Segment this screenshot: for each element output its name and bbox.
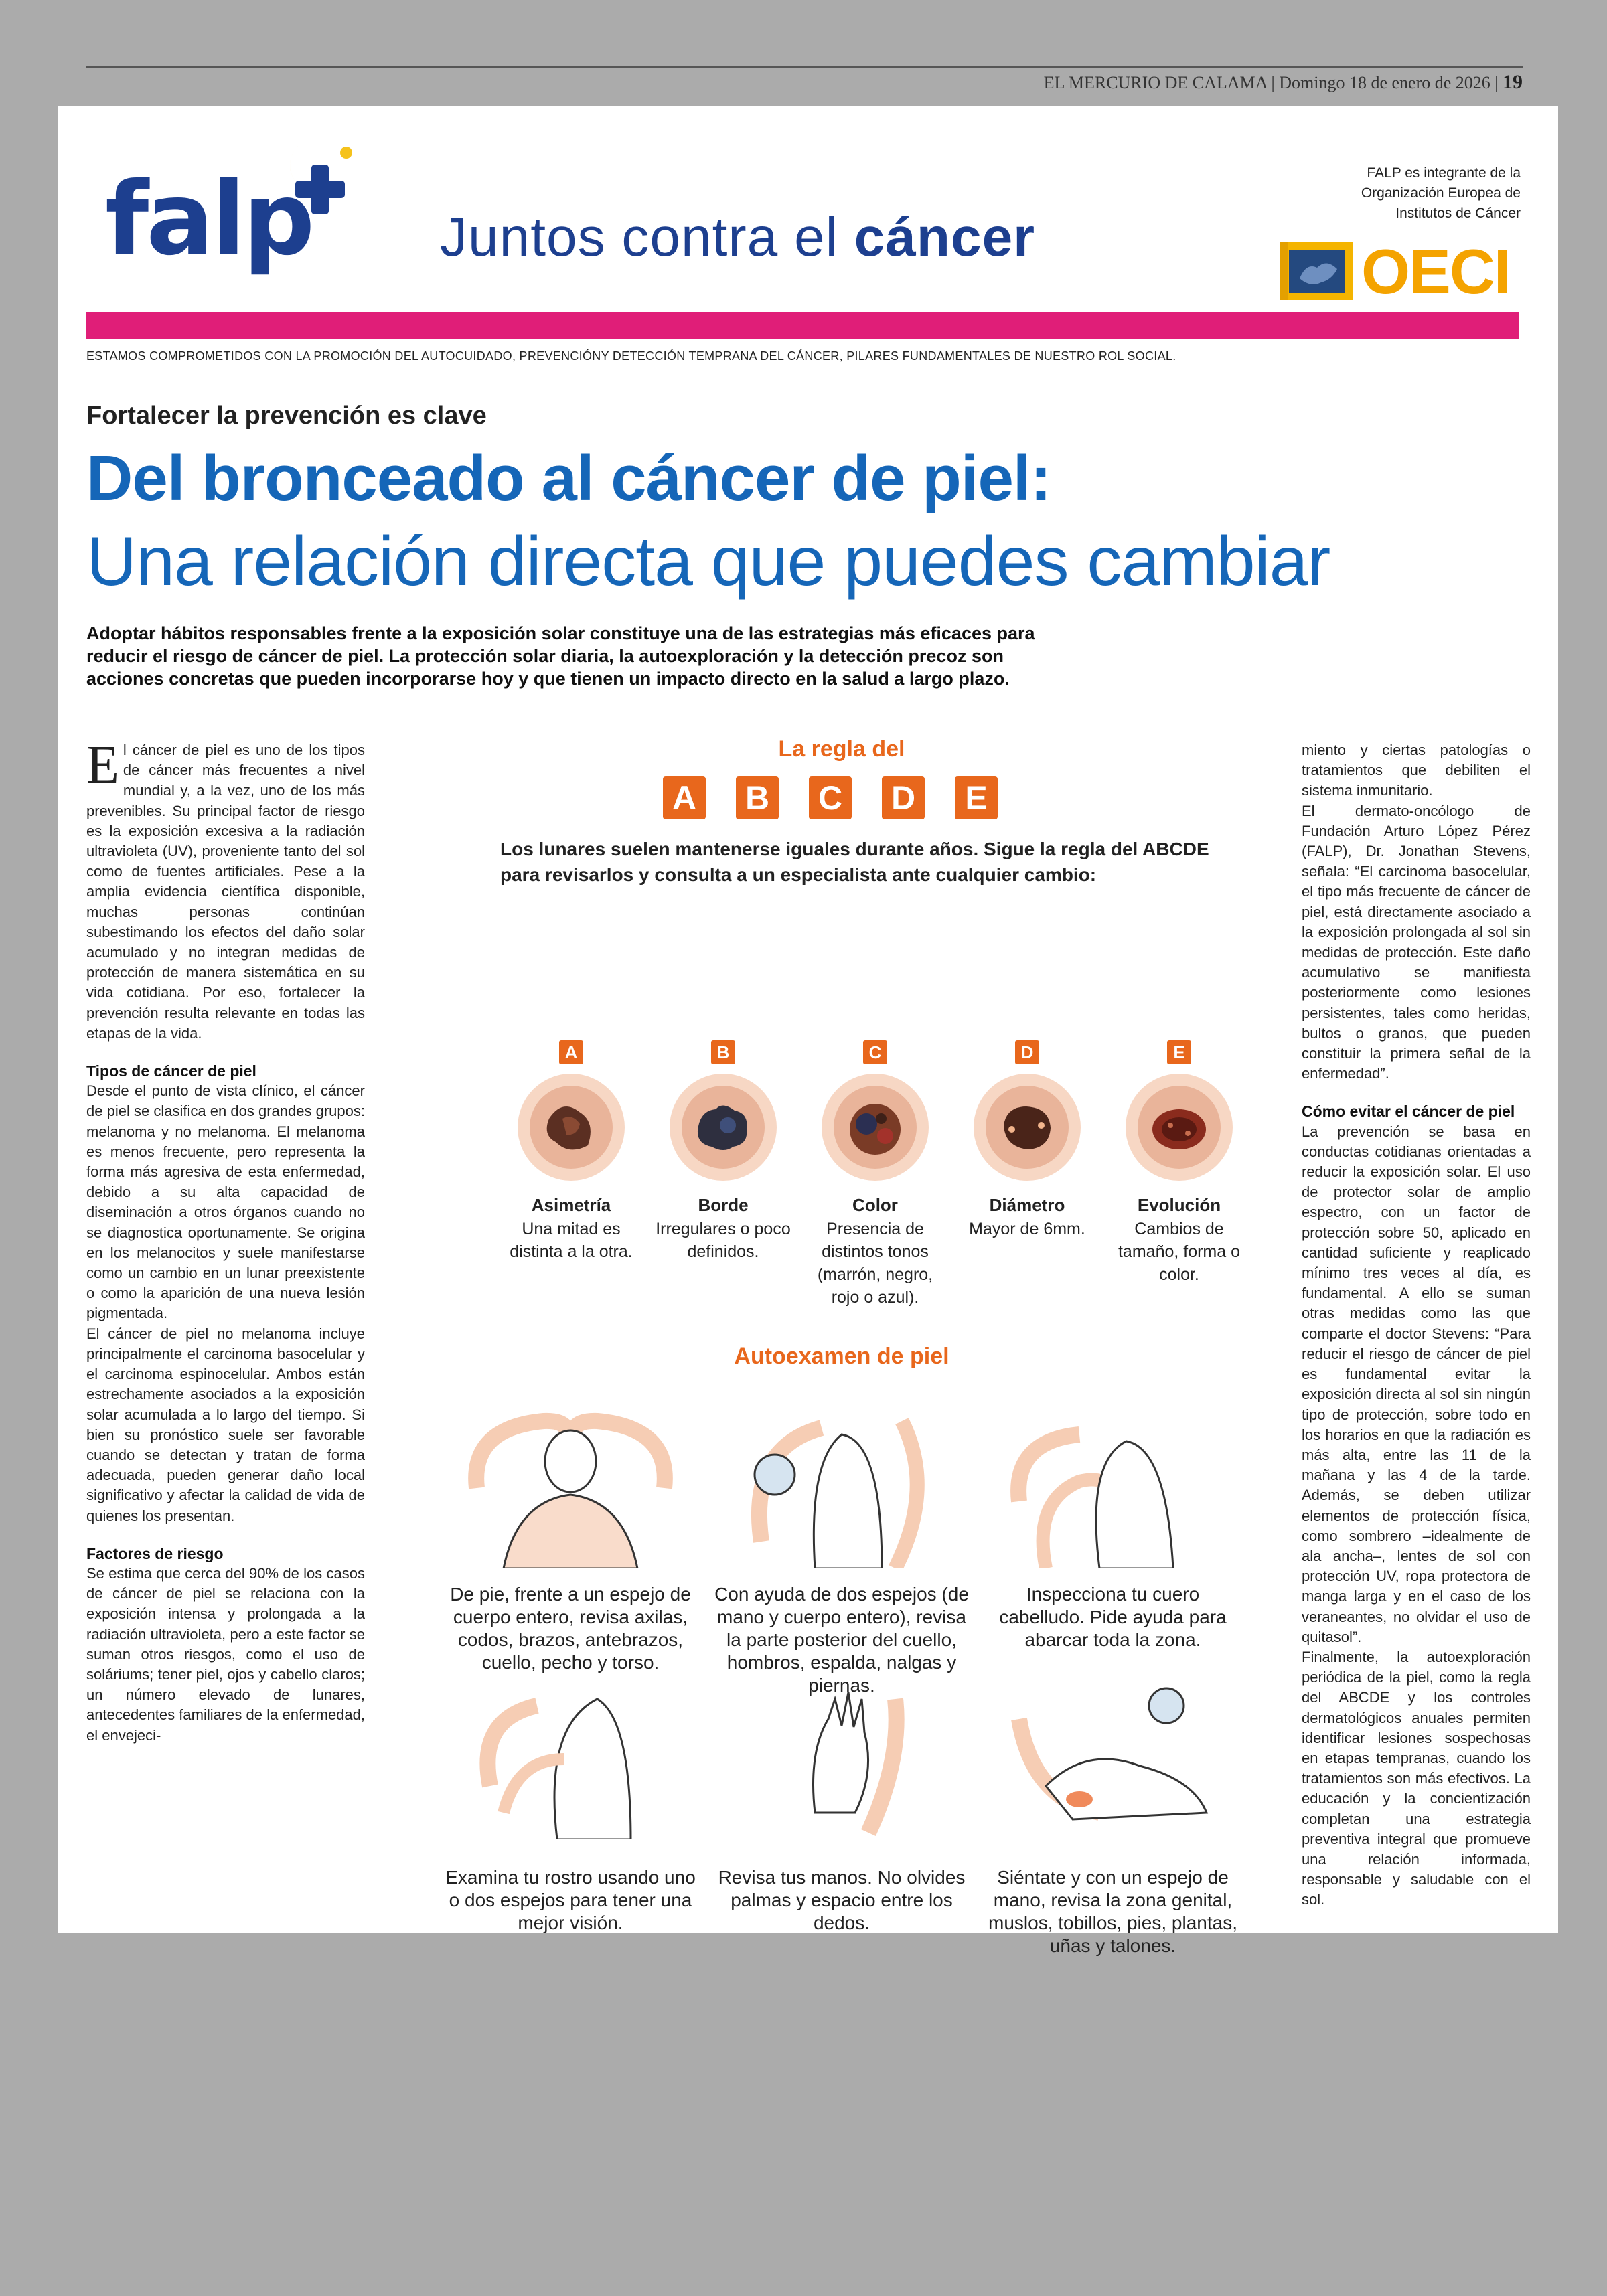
falp-wordmark: falp — [105, 161, 313, 278]
masthead-rule — [86, 66, 1523, 68]
abcde-letter: B — [736, 776, 779, 819]
column-right — [1302, 740, 1531, 1910]
page-number: 19 — [1503, 71, 1523, 93]
falp-logo — [105, 139, 480, 278]
abcde-infographic — [406, 728, 1277, 1987]
oeci-logo — [1280, 238, 1521, 305]
abcde-letter: D — [882, 776, 925, 819]
self-exam-title: Autoexamen de piel — [734, 1343, 949, 1369]
item-letter: E — [1167, 1040, 1191, 1064]
article-page — [58, 106, 1558, 1956]
self-exam-step: Revisa tus manos. No olvides palmas y espacio entre los dedos. — [718, 1867, 966, 1933]
tagline-start: Juntos contra el — [440, 207, 854, 268]
section-heading: Cómo evitar el cáncer de piel — [1302, 1102, 1515, 1121]
item-description: Mayor de 6mm. — [969, 1220, 1085, 1238]
column-left — [86, 736, 365, 1746]
rule-title: La regla del — [778, 736, 905, 762]
self-exam-step: Examina tu rostro usando uno o dos espejos para tener una mejor visión. — [445, 1867, 696, 1933]
mole-asymmetry-icon — [516, 1072, 627, 1183]
arms-raised-figure-icon — [463, 1408, 678, 1568]
mission-statement: ESTAMOS COMPROMETIDOS CON LA PROMOCIÓN DEL AUTOCUIDADO, PREVENCIÓNY DETECCIÓN TEMPRANA DEL CÁNCER, PILARES FUNDAMENTALES DE NUESTRO ROL SOCIAL. — [86, 349, 1176, 363]
item-name: Evolución — [1137, 1195, 1221, 1215]
self-exam-step: Siéntate y con un espejo de mano, revisa la zona genital, muslos, tobillos, pies, plantas, uñas y talones. — [988, 1867, 1237, 1956]
body-paragraph: El dermato-oncólogo de Fundación Arturo López Pérez (FALP), Dr. Jonathan Stevens, señala: “El carcinoma basocelular, el tipo más frecuente de cáncer de piel, está directamente asociado a la exposición prolongada al sol sin medidas de protección. Este daño acumulativo se manifiesta posteriormente como lesiones persistentes, tales como heridas, bultos o granos, que pueden constituir la primera señal de la enfermedad”. — [1302, 802, 1531, 1082]
item-letter: A — [559, 1040, 583, 1064]
item-name: Color — [852, 1195, 898, 1215]
abcde-letter: A — [663, 776, 706, 819]
item-name: Diámetro — [989, 1195, 1065, 1215]
lead-paragraph: Adoptar hábitos responsables frente a la exposición solar constituye una de las estrategias más eficaces para reducir el riesgo de cáncer de piel. La protección solar diaria, la autoexploración y la detección precoz son acciones concretas que pueden incorporarse hoy y que tienen un impacto directo en la salud a largo plazo. — [86, 623, 1035, 689]
section-heading: Factores de riesgo — [86, 1544, 224, 1562]
item-description: Cambios de tamaño, forma o color. — [1118, 1220, 1241, 1284]
body-paragraph: miento y ciertas patologías o tratamientos que debiliten el sistema inmunitario. — [1302, 742, 1531, 799]
scalp-check-figure-icon — [1006, 1408, 1220, 1568]
subheadline: Una relación directa que puedes cambiar — [86, 523, 1330, 600]
issue-date: Domingo 18 de enero de 2026 — [1279, 73, 1490, 92]
paper-name: EL MERCURIO DE CALAMA — [1043, 73, 1268, 92]
seated-mirror-figure-icon — [1006, 1679, 1220, 1839]
body-paragraph: Se estima que cerca del 90% de los casos de cáncer de piel se relaciona con la exposición intensa y prolongada a la radiación ultravioleta, pero a este factor se suman otros riesgos, como el uso de soláriums; tener piel, ojos y cabello claros; un número elevado de lunares, antecedentes familiares de la enfermedad, el envejeci- — [86, 1564, 365, 1744]
abcde-letter: C — [809, 776, 852, 819]
item-letter: C — [863, 1040, 887, 1064]
oeci-note: FALP es integrante de la Organización Europea de Institutos de Cáncer — [1361, 165, 1521, 221]
body-paragraph: El cáncer de piel no melanoma incluye principalmente el carcinoma basocelular y el carcinoma espinocelular. Ambos están estrechamente asociados a la exposición solar acumulada a lo largo del tiempo. Si bien su pronóstico suele ser favorable cuando se detectan y tratan de forma adecuada, pueden generar daño local significativo y afectar la calidad de vida de quienes los presentan. — [86, 1325, 365, 1524]
abcde-letter: E — [955, 776, 998, 819]
item-description: Presencia de distintos tonos (marrón, negro, rojo o azul). — [817, 1220, 933, 1307]
mole-color-icon — [820, 1072, 931, 1183]
two-mirrors-figure-icon — [735, 1408, 949, 1568]
item-name: Asimetría — [531, 1195, 611, 1215]
item-letter: B — [711, 1040, 735, 1064]
self-exam-step: Inspecciona tu cuero cabelludo. Pide ayuda para abarcar toda la zona. — [999, 1584, 1227, 1650]
kicker: Fortalecer la prevención es clave — [86, 402, 487, 430]
section-heading: Tipos de cáncer de piel — [86, 1062, 256, 1080]
mole-evolution-icon — [1124, 1072, 1235, 1183]
body-paragraph: Finalmente, la autoexploración periódica de la piel, como la regla del ABCDE y los controles dermatológicos anuales permiten identificar lesiones sospechosas en etapas tempranas, cuando los tratamientos son más efectivos. La educación y la concientización completan una estrategia preventiva integral que promueve una relación informada, responsable y saludable con el sol. — [1302, 1648, 1531, 1908]
item-letter: D — [1015, 1040, 1039, 1064]
self-exam-step: De pie, frente a un espejo de cuerpo entero, revisa axilas, codos, brazos, antebrazos, cuello, pecho y torso. — [450, 1584, 691, 1673]
body-text: l cáncer de piel es uno de los tipos de cáncer más frecuentes a nivel mundial y, a la vez, uno de los más prevenibles. Su principal factor de riesgo es la exposición excesiva a la radiación ultravioleta (UV), proveniente tanto del sol como de fuentes artificiales. Pese a la amplia evidencia científica disponible, muchas personas continúan subestimando los efectos del daño solar acumulado y no integran medidas de protección de manera sistemática en su vida cotidiana. Por eso, fortalecer la prevención resulta relevante en todas las etapas de la vida. — [86, 742, 365, 1042]
body-paragraph: Desde el punto de vista clínico, el cáncer de piel se clasifica en dos grandes grupos: melanoma y no melanoma. El melanoma es menos frecuente, pero representa la forma más agresiva de esta enfermedad, debido a su alta capacidad de diseminación a otros órganos cuando no se diagnostica oportunamente. Se origina en los melanocitos y suele manifestarse como un cambio en un lunar preexistente o como la aparición de una nueva lesión pigmentada. — [86, 1082, 365, 1322]
item-description: Irregulares o poco definidos. — [656, 1220, 791, 1261]
self-exam-step: Con ayuda de dos espejos (de mano y cuerpo entero), revisa la parte posterior del cuello, hombros, espalda, nalgas y piernas. — [714, 1584, 969, 1696]
body-paragraph — [86, 736, 365, 1044]
masthead: EL MERCURIO DE CALAMA | Domingo 18 de enero de 2026 | 19 — [1043, 71, 1523, 93]
abcde-intro: Los lunares suelen mantenerse iguales durante años. Sigue la regla del ABCDE para revisarlos y consulta a un especialista ante cualquier cambio: — [500, 839, 1209, 885]
tagline-end: cáncer — [854, 207, 1036, 268]
mole-diameter-icon — [972, 1072, 1083, 1183]
item-description: Una mitad es distinta a la otra. — [510, 1220, 633, 1261]
headline: Del bronceado al cáncer de piel: — [86, 442, 1051, 514]
tagline — [440, 206, 1035, 269]
drop-cap: E — [86, 736, 119, 795]
item-name: Borde — [698, 1195, 749, 1215]
body-paragraph: La prevención se basa en conductas cotidianas orientadas a reducir la exposición solar. El uso de protector solar de amplio espectro, con un factor de protección sobre 50, aplicado en cantidad suficiente y reaplicado mínimo tres veces al día, es fundamental. A ello se suman otras medidas como las que comparte el doctor Stevens: “Para reducir el riesgo de cáncer de piel es fundamental evitar la exposición directa al sol sin ningún tipo de protección, sobre todo en los horarios en que la radiación es más alta, entre las 11 de la mañana y las 4 de la tarde. Además, se deben utilizar elementos de protección física, como sombrero –idealmente de ala ancha–, lentes de sol con protección UV, ropa protectora de manga larga y en el caso de los veraneantes, no olvidar el uso de quitasol”. — [1302, 1123, 1531, 1645]
face-mirror-figure-icon — [463, 1679, 678, 1839]
mole-border-icon — [668, 1072, 779, 1183]
oeci-wordmark: OECI — [1361, 236, 1510, 307]
hands-check-icon — [735, 1679, 949, 1839]
pink-divider — [86, 312, 1519, 339]
